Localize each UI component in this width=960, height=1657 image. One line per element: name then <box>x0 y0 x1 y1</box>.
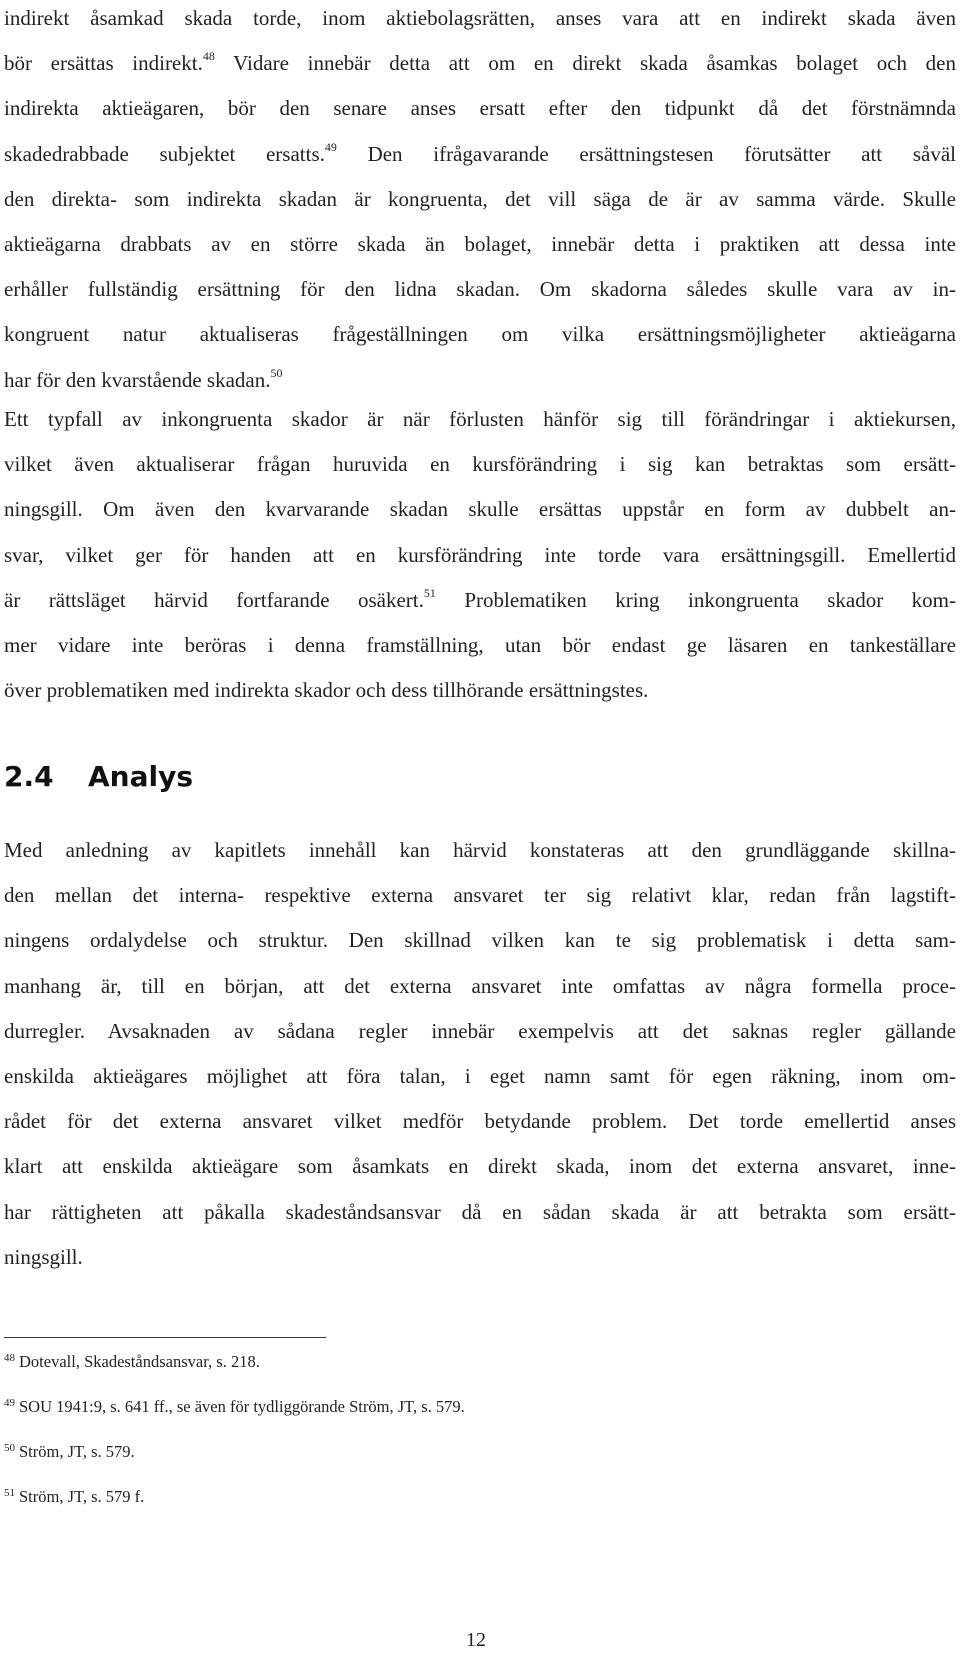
text-run: klart att enskilda aktieägare som åsamkats en direkt skada, inom det externa ansvaret, inne- <box>4 1154 956 1179</box>
text-run: durregler. Avsaknaden av sådana regler innebär exempelvis att det saknas regler gällande <box>4 1018 956 1043</box>
text-run: Problematiken kring inkongruenta skador kom- <box>435 587 957 612</box>
text-line <box>4 0 956 41</box>
footnote-reference[interactable]: 50 <box>270 365 283 380</box>
footnote-51 <box>4 1487 144 1507</box>
footnote-text: Ström, JT, s. 579. <box>19 1442 135 1461</box>
text-run: ningsgill. Om även den kvarvarande skadan skulle ersättas uppstår en form av dubbelt an- <box>4 497 956 522</box>
paragraph-2 <box>4 397 956 713</box>
text-line <box>4 132 956 177</box>
text-line <box>4 1190 956 1235</box>
text-run: indirekta aktieägaren, bör den senare anses ersatt efter den tidpunkt då det förstnämnda <box>4 96 956 121</box>
footnote-number: 49 <box>4 1396 15 1409</box>
footnote-number: 51 <box>4 1486 15 1499</box>
text-run: ningsgill. <box>4 1244 83 1269</box>
text-line <box>4 312 956 357</box>
text-run: bör ersättas indirekt. <box>4 51 203 76</box>
text-run: Ett typfall av inkongruenta skador är när förlusten hänför sig till förändringar i aktiekursen, <box>4 407 956 431</box>
footnote-49 <box>4 1397 465 1417</box>
text-run: Med anledning av kapitlets innehåll kan härvid konstateras att den grundläggande skillna- <box>4 838 956 862</box>
text-line <box>4 86 956 131</box>
text-run: erhåller fullständig ersättning för den lidna skadan. Om skadorna således skulle vara av in- <box>4 277 956 302</box>
section-title: Analys <box>88 760 194 793</box>
text-line <box>4 442 956 487</box>
text-line <box>4 623 956 668</box>
text-line <box>4 1054 956 1099</box>
text-line <box>4 964 956 1009</box>
text-line <box>4 487 956 532</box>
text-run: är rättsläget härvid fortfarande osäkert. <box>4 587 424 612</box>
footnote-48 <box>4 1352 260 1372</box>
page-number: 12 <box>466 1629 486 1651</box>
section-heading <box>4 760 193 793</box>
text-line <box>4 533 956 578</box>
text-line <box>4 1235 956 1280</box>
text-run: den mellan det interna- respektive externa ansvaret ter sig relativt klar, redan från lagstift- <box>4 883 956 908</box>
text-run: enskilda aktieägares möjlighet att föra talan, i eget namn samt för egen räkning, inom om- <box>4 1064 956 1089</box>
text-run: kongruent natur aktualiseras frågeställningen om vilka ersättningsmöjligheter aktieägarna <box>4 322 956 347</box>
footnote-reference[interactable]: 48 <box>202 49 215 64</box>
footnote-number: 50 <box>4 1441 15 1454</box>
text-run: vilket även aktualiserar frågan huruvida en kursförändring i sig kan betraktas som ersätt- <box>4 452 956 477</box>
text-run: aktieägarna drabbats av en större skada än bolaget, innebär detta i praktiken att dessa inte <box>4 232 956 257</box>
footnote-number: 48 <box>4 1351 15 1364</box>
footnote-reference[interactable]: 49 <box>324 139 337 154</box>
text-line <box>4 918 956 963</box>
text-line <box>4 1144 956 1189</box>
text-line <box>4 397 956 442</box>
text-line <box>4 222 956 267</box>
text-run: mer vidare inte beröras i denna framställning, utan bör endast ge läsaren en tankeställare <box>4 633 956 658</box>
footnote-separator <box>4 1337 326 1338</box>
text-line <box>4 177 956 222</box>
footnote-50 <box>4 1442 135 1462</box>
section-number: 2.4 <box>4 760 54 793</box>
text-line <box>4 267 956 312</box>
text-line <box>4 1009 956 1054</box>
text-line <box>4 41 956 86</box>
paragraph-3 <box>4 828 956 1280</box>
text-run: den direkta- som indirekta skadan är kongruenta, det vill säga de är av samma värde. Skulle <box>4 186 956 211</box>
footnote-text: Dotevall, Skadeståndsansvar, s. 218. <box>19 1352 260 1371</box>
footnote-text: SOU 1941:9, s. 641 ff., se även för tydliggörande Ström, JT, s. 579. <box>19 1397 465 1416</box>
text-run: Vidare innebär detta att om en direkt skada åsamkas bolaget och den <box>214 51 957 76</box>
text-run: svar, vilket ger för handen att en kursförändring inte torde vara ersättningsgill. Emellertid <box>4 542 956 567</box>
text-run: indirekt åsamkad skada torde, inom aktiebolagsrätten, anses vara att en indirekt skada även <box>4 6 956 30</box>
text-line <box>4 578 956 623</box>
text-run: ningens ordalydelse och struktur. Den skillnad vilken kan te sig problematisk i detta sam- <box>4 928 956 953</box>
text-line <box>4 873 956 918</box>
text-run: har rättigheten att påkalla skadeståndsansvar då en sådan skada är att betrakta som ersätt- <box>4 1199 956 1224</box>
text-run: skadedrabbade subjektet ersatts. <box>4 141 325 166</box>
text-run: Den ifrågavarande ersättningstesen förutsätter att såväl <box>336 141 956 166</box>
footnote-reference[interactable]: 51 <box>423 585 436 600</box>
text-run: rådet för det externa ansvaret vilket medför betydande problem. Det torde emellertid anses <box>4 1109 956 1134</box>
text-run: manhang är, till en början, att det externa ansvaret inte omfattas av några formella proce- <box>4 973 956 998</box>
paragraph-1 <box>4 0 956 403</box>
text-line <box>4 668 956 713</box>
text-run: över problematiken med indirekta skador och dess tillhörande ersättningstes. <box>4 678 649 703</box>
text-line <box>4 828 956 873</box>
text-run: har för den kvarstående skadan. <box>4 367 271 392</box>
text-line <box>4 1099 956 1144</box>
footnote-text: Ström, JT, s. 579 f. <box>19 1487 145 1506</box>
